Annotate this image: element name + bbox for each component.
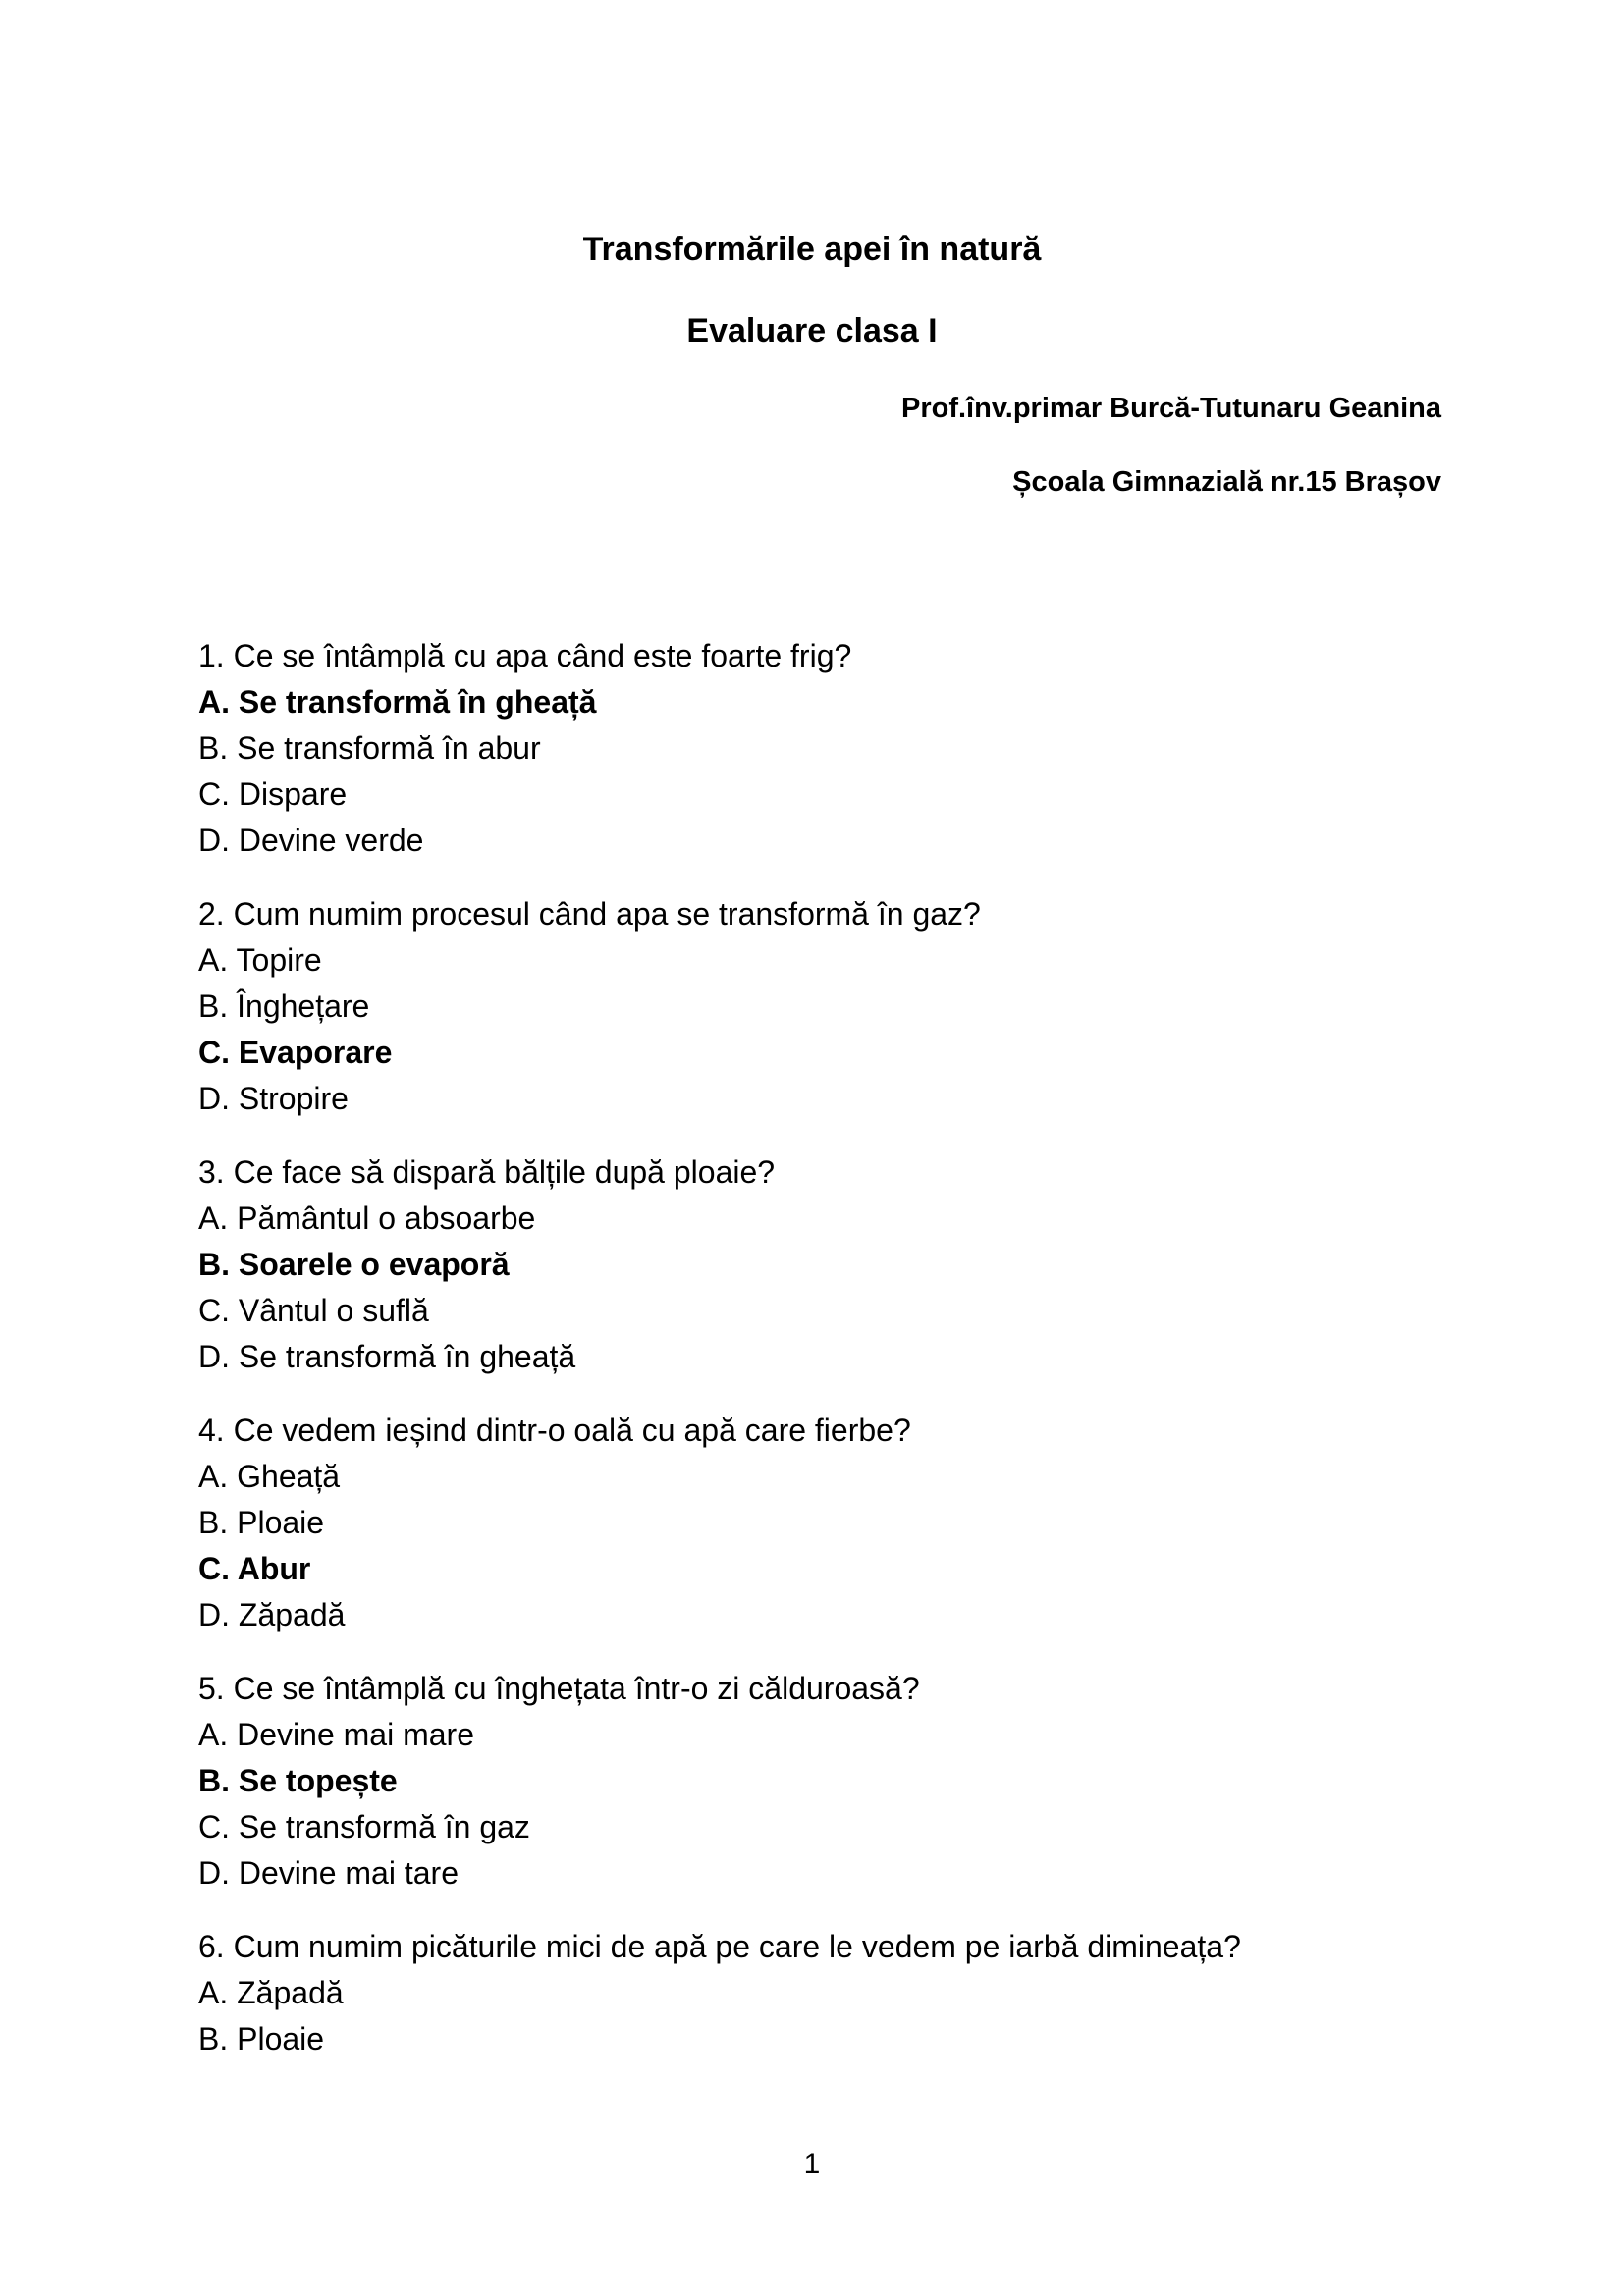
answer-option-correct: B. Se topește <box>198 1763 398 1798</box>
question-block <box>198 1149 1475 1380</box>
answer-option: D. Devine mai tare <box>198 1855 459 1891</box>
answer-option: D. Zăpadă <box>198 1597 346 1632</box>
answer-option-correct: B. Soarele o evaporă <box>198 1247 510 1282</box>
question-list <box>198 633 1475 2090</box>
answer-option: C. Vântul o suflă <box>198 1293 429 1328</box>
question-block <box>198 891 1475 1122</box>
answer-option: A. Devine mai mare <box>198 1717 474 1752</box>
answer-option: A. Pământul o absoarbe <box>198 1201 536 1236</box>
question-block <box>198 1666 1475 1896</box>
question-text: 5. Ce se întâmplă cu înghețata într-o zi călduroasă? <box>198 1671 920 1706</box>
question-block <box>198 1924 1475 2062</box>
answer-option-correct: C. Evaporare <box>198 1035 393 1070</box>
answer-option: C. Se transformă în gaz <box>198 1809 530 1844</box>
answer-option: A. Zăpadă <box>198 1975 344 2010</box>
answer-option: D. Devine verde <box>198 823 424 858</box>
answer-option-correct: A. Se transformă în gheață <box>198 684 597 720</box>
question-text: 1. Ce se întâmplă cu apa când este foarte frig? <box>198 638 852 673</box>
answer-option: D. Stropire <box>198 1081 349 1116</box>
school-line: Școala Gimnazială nr.15 Brașov <box>1012 466 1441 498</box>
question-block <box>198 1408 1475 1638</box>
question-block <box>198 633 1475 864</box>
question-text: 2. Cum numim procesul când apa se transformă în gaz? <box>198 896 981 932</box>
answer-option: B. Se transformă în abur <box>198 730 541 766</box>
answer-option: A. Gheață <box>198 1459 341 1494</box>
answer-option: B. Ploaie <box>198 2021 325 2056</box>
question-text: 4. Ce vedem ieșind dintr-o oală cu apă care fierbe? <box>198 1413 911 1448</box>
page-subtitle: Evaluare clasa I <box>686 312 938 349</box>
answer-option-correct: C. Abur <box>198 1551 311 1586</box>
page-number: 1 <box>803 2148 821 2180</box>
question-text: 6. Cum numim picăturile mici de apă pe care le vedem pe iarbă dimineața? <box>198 1929 1241 1964</box>
answer-option: C. Dispare <box>198 776 348 812</box>
question-text: 3. Ce face să dispară bălțile după ploaie? <box>198 1154 776 1190</box>
answer-option: B. Înghețare <box>198 988 370 1024</box>
answer-option: A. Topire <box>198 942 322 978</box>
answer-option: B. Ploaie <box>198 1505 325 1540</box>
answer-option: D. Se transformă în gheață <box>198 1339 576 1374</box>
page-title: Transformările apei în natură <box>582 231 1042 268</box>
author-line: Prof.înv.primar Burcă-Tutunaru Geanina <box>900 393 1441 424</box>
